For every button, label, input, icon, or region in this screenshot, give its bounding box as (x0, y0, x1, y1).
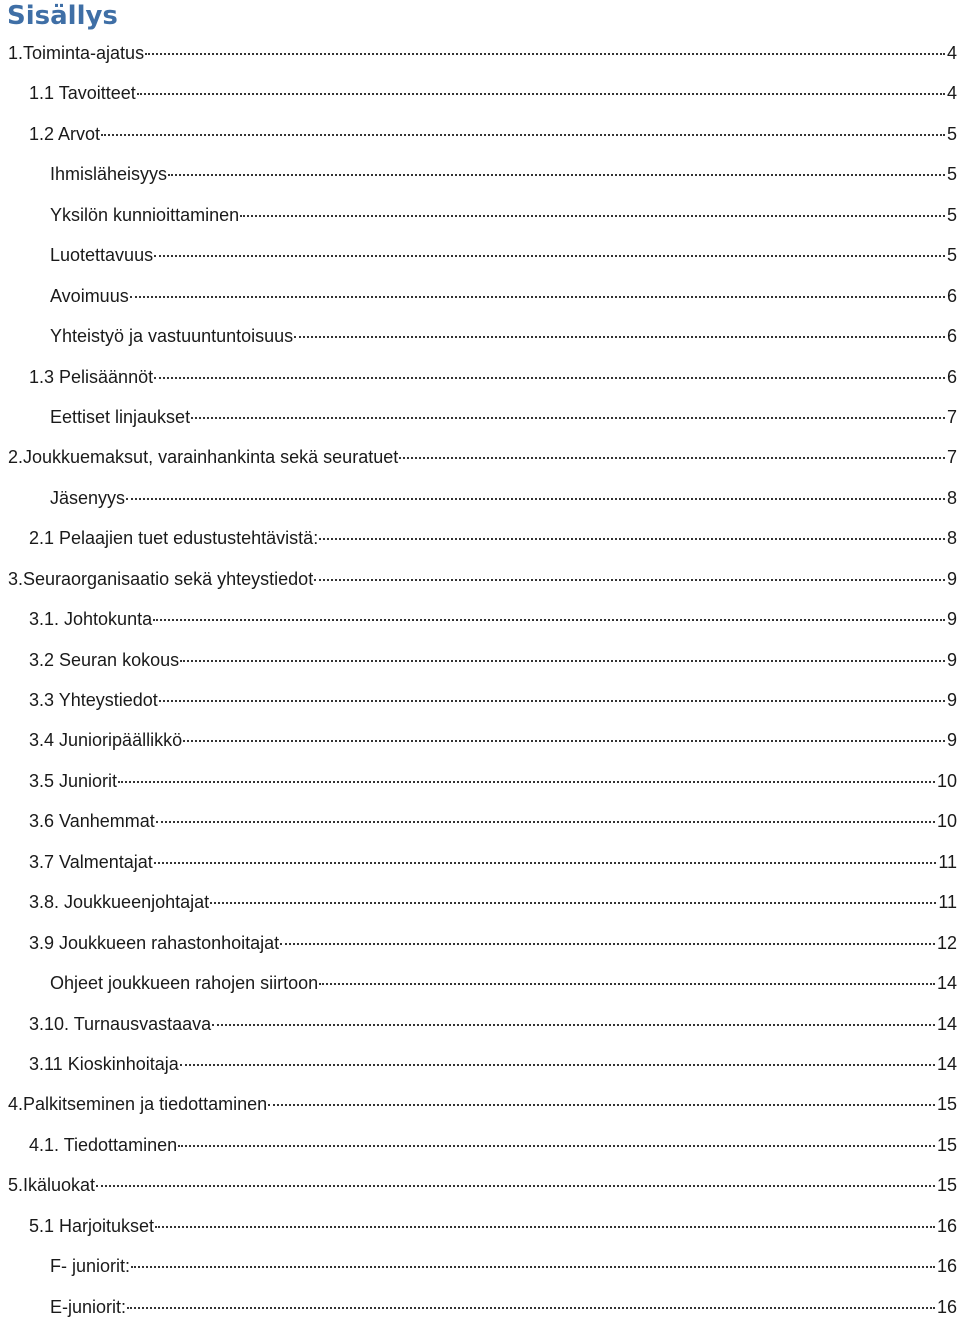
toc-entry-title: Yhteistyö ja vastuuntuntoisuus (50, 326, 294, 347)
toc-entry-page-number: 4 (946, 43, 957, 63)
toc-entry[interactable] (0, 602, 960, 642)
toc-entry[interactable] (0, 885, 960, 925)
dot-leader (294, 336, 945, 338)
toc-entry-page-number: 15 (936, 1175, 957, 1196)
dot-leader (155, 1226, 935, 1228)
toc-entry[interactable] (0, 804, 960, 844)
toc-entry-page-number: 14 (936, 1013, 957, 1034)
toc-entry-page-number: 8 (946, 528, 957, 549)
dot-leader (319, 538, 945, 540)
toc-entry-title: 3.8. Joukkueenjohtajat (29, 892, 210, 913)
toc-entry-page-number: 12 (936, 932, 957, 953)
dot-leader (212, 1024, 935, 1026)
toc-entry[interactable] (0, 764, 960, 804)
dot-leader (154, 862, 937, 864)
toc-entry-title: Luotettavuus (50, 245, 154, 266)
toc-entry[interactable] (0, 643, 960, 683)
toc-entry-page-number: 7 (946, 447, 957, 468)
dot-leader (153, 619, 945, 621)
toc-entry[interactable] (0, 238, 960, 278)
toc-entry-page-number: 15 (936, 1094, 957, 1115)
toc-entry-title: 3.5 Juniorit (29, 770, 118, 791)
dot-leader (101, 134, 945, 136)
dot-leader (96, 1185, 935, 1187)
toc-entry-page-number: 5 (946, 164, 957, 185)
toc-entry-page-number: 14 (936, 973, 957, 994)
toc-entry-title: Ihmisläheisyys (50, 164, 168, 185)
dot-leader (145, 53, 945, 55)
toc-entry-title: Jäsenyys (50, 487, 126, 508)
dot-leader (126, 498, 945, 500)
toc-entry[interactable] (0, 1087, 960, 1127)
dot-leader (137, 93, 945, 95)
toc-entry-page-number: 9 (946, 609, 957, 630)
toc-entry-title: 1.2 Arvot (29, 123, 101, 144)
toc-entry[interactable] (0, 117, 960, 157)
toc-entry-page-number: 9 (946, 690, 957, 710)
toc-entry-title: 1.1 Tavoitteet (29, 83, 136, 104)
dot-leader (156, 821, 935, 823)
toc-entry[interactable] (0, 966, 960, 1006)
dot-leader (168, 174, 945, 176)
toc-entry-title: 3.6 Vanhemmat (29, 811, 155, 832)
toc-entry-page-number: 9 (946, 649, 957, 670)
toc-entry-page-number: 14 (936, 1053, 957, 1074)
dot-leader (399, 457, 945, 459)
toc-entry-title: 3.11 Kioskinhoitaja (29, 1053, 179, 1074)
toc-entry[interactable] (0, 1047, 960, 1087)
toc-entry[interactable] (0, 723, 960, 763)
toc-entry-title: 3.Seuraorganisaatio sekä yhteystiedot (8, 568, 314, 589)
toc-list (0, 36, 960, 1330)
toc-entry-page-number: 6 (946, 326, 957, 347)
toc-entry-page-number: 10 (936, 770, 957, 791)
toc-entry[interactable] (0, 1249, 960, 1289)
toc-entry[interactable] (0, 521, 960, 561)
toc-entry-title: Yksilön kunnioittaminen (50, 204, 240, 225)
dot-leader (180, 660, 945, 662)
toc-entry-title: 3.4 Junioripäällikkö (29, 730, 183, 751)
toc-entry[interactable] (0, 683, 960, 723)
toc-entry[interactable] (0, 1290, 960, 1330)
toc-entry[interactable] (0, 36, 960, 76)
toc-entry-page-number: 6 (946, 366, 957, 387)
toc-entry[interactable] (0, 845, 960, 885)
toc-entry-page-number: 10 (936, 811, 957, 832)
dot-leader (180, 1064, 935, 1066)
dot-leader (314, 579, 945, 581)
dot-leader (183, 740, 945, 742)
dot-leader (154, 255, 945, 257)
toc-entry-title: 3.1. Johtokunta (29, 609, 153, 630)
dot-leader (131, 1266, 935, 1268)
dot-leader (191, 417, 945, 419)
toc-title: Sisällys (7, 1, 118, 31)
dot-leader (118, 781, 935, 783)
dot-leader (268, 1104, 935, 1106)
toc-entry[interactable] (0, 76, 960, 116)
toc-entry-title: 2.1 Pelaajien tuet edustustehtävistä: (29, 528, 319, 549)
toc-entry-page-number: 11 (938, 851, 957, 872)
toc-entry-page-number: 15 (936, 1134, 957, 1155)
toc-entry-title: Eettiset linjaukset (50, 406, 191, 427)
toc-entry-title: 5.1 Harjoitukset (29, 1215, 155, 1236)
toc-entry[interactable] (0, 198, 960, 238)
toc-entry[interactable] (0, 440, 960, 480)
toc-entry-page-number: 16 (936, 1296, 957, 1317)
toc-entry-title: 5.Ikäluokat (8, 1175, 96, 1196)
toc-entry-title: 3.9 Joukkueen rahastonhoitajat (29, 932, 280, 953)
toc-entry[interactable] (0, 926, 960, 966)
toc-entry[interactable] (0, 1007, 960, 1047)
toc-entry-title: 1.3 Pelisäännöt (29, 366, 154, 387)
toc-entry[interactable] (0, 157, 960, 197)
toc-entry-title: 4.Palkitseminen ja tiedottaminen (8, 1094, 268, 1115)
toc-entry[interactable] (0, 1168, 960, 1208)
toc-entry[interactable] (0, 400, 960, 440)
dot-leader (210, 902, 936, 904)
toc-entry[interactable] (0, 1209, 960, 1249)
dot-leader (154, 377, 945, 379)
toc-entry-page-number: 5 (946, 204, 957, 225)
toc-entry-page-number: 8 (946, 487, 957, 508)
dot-leader (240, 215, 945, 217)
toc-entry[interactable] (0, 279, 960, 319)
toc-entry[interactable] (0, 360, 960, 400)
toc-entry-title: F- juniorit: (50, 1256, 131, 1277)
toc-entry-page-number: 9 (946, 730, 957, 751)
toc-entry-title: 3.7 Valmentajat (29, 851, 153, 872)
toc-entry-page-number: 5 (946, 123, 957, 144)
toc-entry-title: 4.1. Tiedottaminen (29, 1134, 178, 1155)
toc-entry-page-number: 5 (946, 245, 957, 266)
toc-entry-title: Ohjeet joukkueen rahojen siirtoon (50, 973, 319, 994)
toc-entry-page-number: 7 (946, 406, 957, 427)
toc-entry-page-number: 11 (938, 892, 957, 913)
toc-entry-page-number: 6 (946, 285, 957, 306)
toc-entry-title: E-juniorit: (50, 1296, 127, 1317)
toc-entry[interactable] (0, 481, 960, 521)
toc-entry-title: 3.10. Turnausvastaava (29, 1013, 212, 1034)
toc-entry-page-number: 9 (946, 568, 957, 589)
toc-entry[interactable] (0, 562, 960, 602)
toc-entry-title: 3.2 Seuran kokous (29, 649, 180, 670)
toc-entry-title: 3.3 Yhteystiedot (29, 690, 158, 710)
dot-leader (280, 943, 935, 945)
dot-leader (127, 1307, 935, 1309)
toc-entry-title: Avoimuus (50, 285, 129, 306)
toc-entry-page-number: 4 (946, 83, 957, 104)
toc-entry-page-number: 16 (936, 1256, 957, 1277)
toc-entry-page-number: 16 (936, 1215, 957, 1236)
toc-entry[interactable] (0, 1128, 960, 1168)
toc-entry-title: 2.Joukkuemaksut, varainhankinta sekä seuratuet (8, 447, 399, 468)
dot-leader (159, 700, 945, 702)
toc-entry-title: 1.Toiminta-ajatus (8, 43, 145, 63)
dot-leader (130, 296, 945, 298)
dot-leader (319, 983, 935, 985)
dot-leader (178, 1145, 935, 1147)
toc-entry[interactable] (0, 319, 960, 359)
